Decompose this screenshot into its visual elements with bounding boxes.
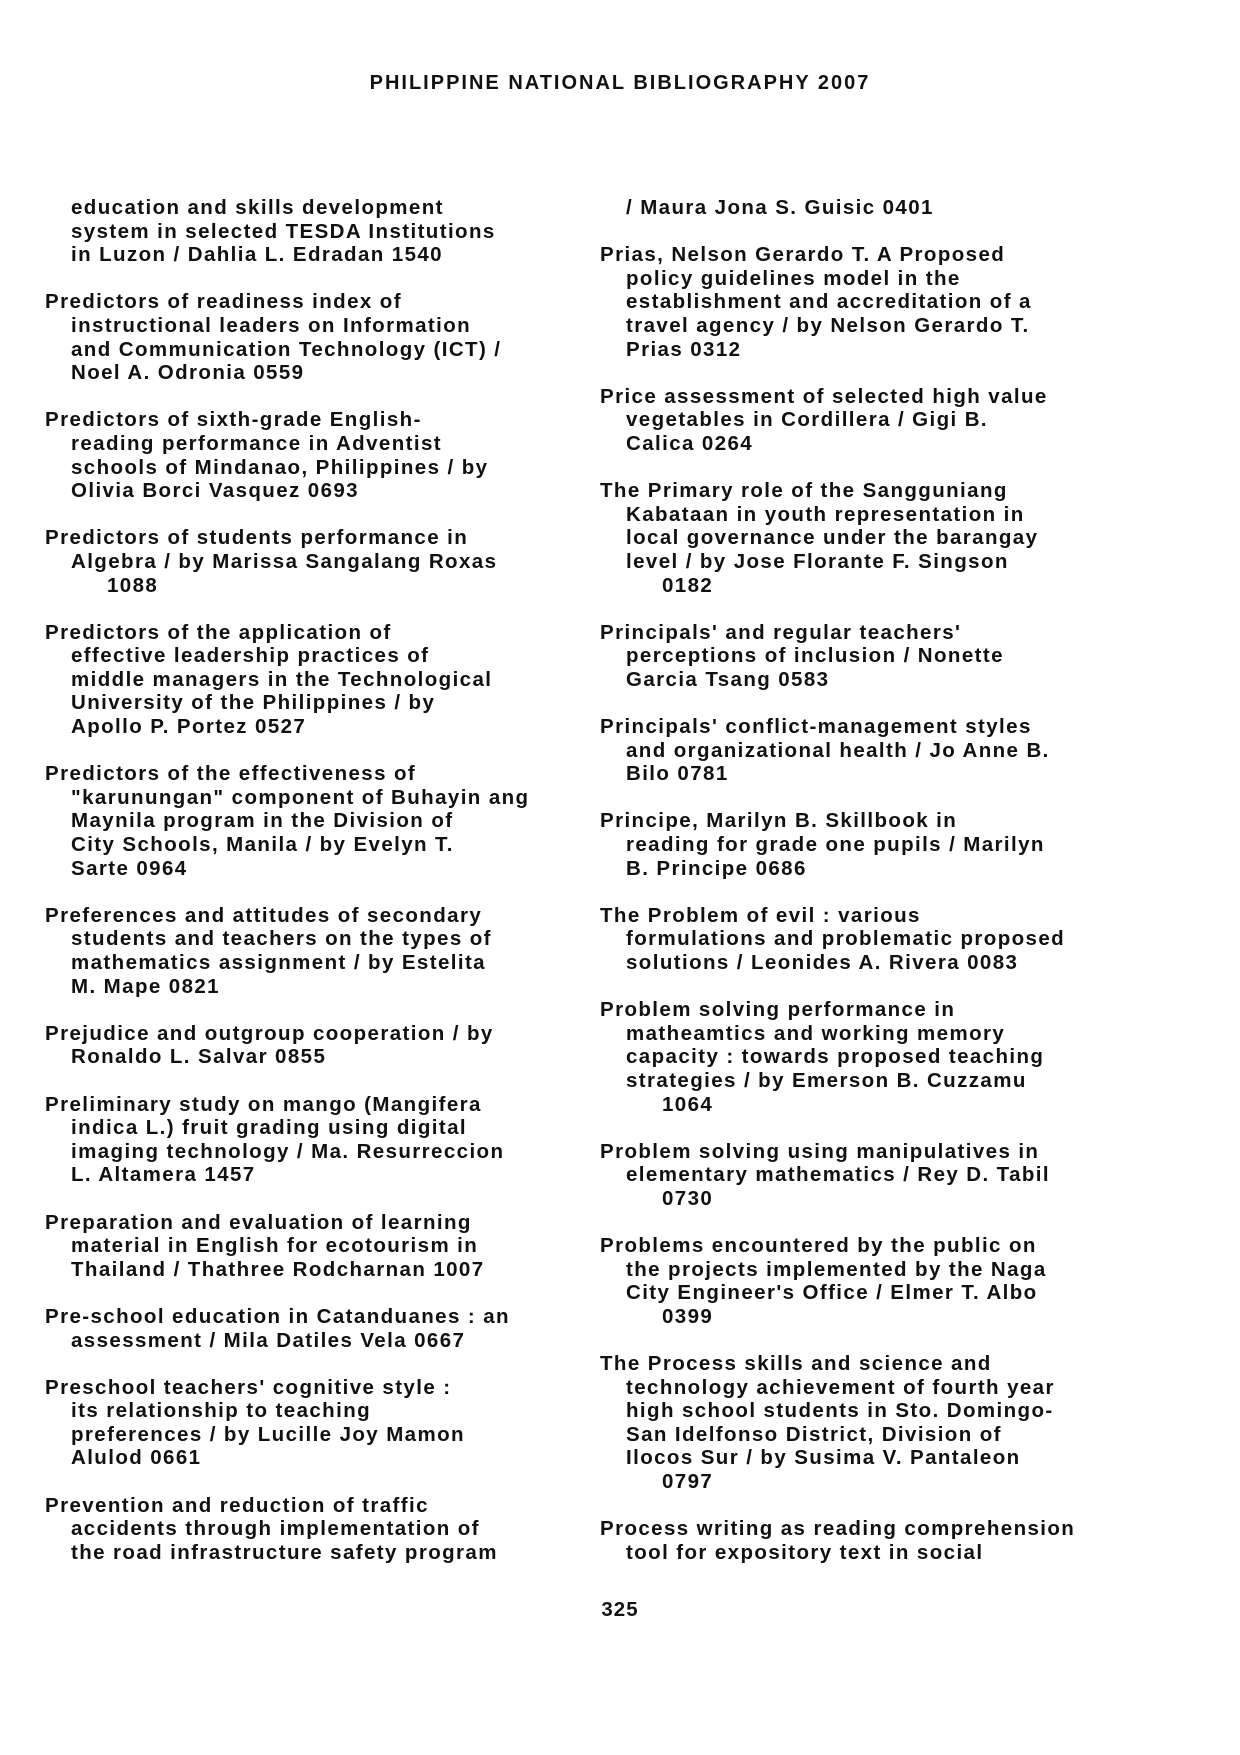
entry-line: Prevention and reduction of traffic (45, 1493, 429, 1517)
entry-line: assessment / Mila Datiles Vela 0667 (71, 1328, 466, 1352)
entry-line: indica L.) fruit grading using digital (71, 1116, 467, 1140)
entry-line: high school students in Sto. Domingo- (626, 1399, 1054, 1423)
bibliography-entry (600, 1234, 1120, 1328)
entry-line: The Primary role of the Sangguniang (600, 479, 1008, 503)
entry-line: B. Principe 0686 (626, 856, 807, 880)
entry-line: Predictors of the application of (45, 620, 392, 644)
entry-line: level / by Jose Florante F. Singson (626, 549, 1009, 573)
bibliography-entry (45, 1211, 565, 1282)
entry-line: accidents through implementation of (71, 1517, 480, 1541)
bibliography-entry (600, 1352, 1120, 1494)
entry-line: Ronaldo L. Salvar 0855 (71, 1045, 327, 1069)
bibliography-entry (600, 621, 1120, 692)
entry-line: Preferences and attitudes of secondary (45, 903, 483, 927)
entry-line: Principals' and regular teachers' (600, 620, 962, 644)
entry-line: material in English for ecotourism in (71, 1234, 479, 1258)
entry-line: Predictors of students performance in (45, 526, 469, 550)
entry-line: and organizational health / Jo Anne B. (626, 738, 1050, 762)
right-column (600, 196, 1120, 1588)
bibliography-entry (45, 904, 565, 998)
entry-line: 1064 (662, 1092, 714, 1116)
bibliography-entry (45, 621, 565, 739)
entry-line: middle managers in the Technological (71, 667, 493, 691)
entry-line: Sarte 0964 (71, 856, 188, 880)
entry-line: preferences / by Lucille Joy Mamon (71, 1422, 465, 1446)
bibliography-entry (45, 408, 565, 502)
entry-line: Pre-school education in Catanduanes : an (45, 1304, 510, 1328)
entry-line: 1088 (107, 573, 159, 597)
bibliography-entry (600, 715, 1120, 786)
entry-line: Bilo 0781 (626, 762, 729, 786)
bibliography-entry (45, 290, 565, 384)
bibliography-entry (600, 479, 1120, 597)
bibliography-entry (45, 1494, 565, 1565)
entry-line: Kabataan in youth representation in (626, 502, 1025, 526)
entry-line: Olivia Borci Vasquez 0693 (71, 479, 359, 503)
bibliography-entry (45, 526, 565, 597)
bibliography-entry (600, 809, 1120, 880)
bibliography-entry (45, 1022, 565, 1069)
entry-line: formulations and problematic proposed (626, 927, 1066, 951)
entry-line: Predictors of readiness index of (45, 290, 402, 314)
entry-line: and Communication Technology (ICT) / (71, 337, 502, 361)
entry-line: local governance under the barangay (626, 526, 1039, 550)
entry-line: Algebra / by Marissa Sangalang Roxas (71, 549, 498, 573)
left-column (45, 196, 565, 1588)
bibliography-entry (600, 385, 1120, 456)
entry-line: / Maura Jona S. Guisic 0401 (626, 196, 934, 219)
entry-line: capacity : towards proposed teaching (626, 1045, 1045, 1069)
bibliography-entry (45, 1093, 565, 1187)
entry-line: 0399 (662, 1304, 714, 1328)
entry-line: Ilocos Sur / by Susima V. Pantaleon (626, 1446, 1021, 1470)
entry-line: Prias 0312 (626, 337, 742, 361)
entry-line: effective leadership practices of (71, 644, 430, 668)
entry-line: Prias, Nelson Gerardo T. A Proposed (600, 243, 1006, 267)
bibliography-entry (600, 998, 1120, 1116)
entry-line: 0182 (662, 573, 714, 597)
bibliography-entry (45, 1376, 565, 1470)
entry-line: its relationship to teaching (71, 1399, 372, 1423)
entry-line: Preschool teachers' cognitive style : (45, 1375, 452, 1399)
entry-line: strategies / by Emerson B. Cuzzamu (626, 1068, 1027, 1092)
entry-line: University of the Philippines / by (71, 691, 436, 715)
bibliography-entry (45, 1305, 565, 1352)
entry-line: Preparation and evaluation of learning (45, 1210, 472, 1234)
entry-line: Thailand / Thathree Rodcharnan 1007 (71, 1257, 485, 1281)
entry-line: The Problem of evil : various (600, 903, 921, 927)
entry-line: elementary mathematics / Rey D. Tabil (626, 1163, 1050, 1187)
entry-line: establishment and accreditation of a (626, 290, 1032, 314)
entry-line: Problem solving performance in (600, 998, 956, 1022)
entry-line: in Luzon / Dahlia L. Edradan 1540 (71, 243, 443, 267)
entry-line: Maynila program in the Division of (71, 809, 454, 833)
entry-line: L. Altamera 1457 (71, 1163, 256, 1187)
entry-line: The Process skills and science and (600, 1352, 992, 1376)
entry-line: City Schools, Manila / by Evelyn T. (71, 833, 454, 857)
entry-line: reading for grade one pupils / Marilyn (626, 833, 1045, 857)
entry-line: Principals' conflict-management styles (600, 715, 1032, 739)
entry-line: Garcia Tsang 0583 (626, 667, 830, 691)
bibliography-entry (600, 1140, 1120, 1211)
bibliography-entry (45, 196, 565, 267)
page-number: 325 (601, 1598, 639, 1621)
entry-line: Problem solving using manipulatives in (600, 1139, 1040, 1163)
entry-line: tool for expository text in social (626, 1540, 984, 1564)
entry-line: Price assessment of selected high value (600, 384, 1048, 408)
entry-line: perceptions of inclusion / Nonette (626, 644, 1004, 668)
entry-line: policy guidelines model in the (626, 266, 961, 290)
entry-line: the road infrastructure safety program (71, 1540, 498, 1564)
entry-line: 0797 (662, 1470, 714, 1494)
entry-line: schools of Mindanao, Philippines / by (71, 455, 489, 479)
bibliography-entry (45, 762, 565, 880)
entry-line: Principe, Marilyn B. Skillbook in (600, 809, 958, 833)
page-header-title: PHILIPPINE NATIONAL BIBLIOGRAPHY 2007 (369, 72, 871, 94)
entry-line: Process writing as reading comprehension (600, 1517, 1076, 1541)
entry-line: City Engineer's Office / Elmer T. Albo (626, 1281, 1038, 1305)
entry-line: solutions / Leonides A. Rivera 0083 (626, 951, 1019, 974)
entry-line: system in selected TESDA Institutions (71, 219, 496, 243)
entry-line: "karunungan" component of Buhayin ang (71, 785, 530, 809)
entry-line: travel agency / by Nelson Gerardo T. (626, 313, 1030, 337)
bibliography-entry (600, 1517, 1120, 1564)
entry-line: Problems encountered by the public on (600, 1234, 1037, 1258)
entry-line: reading performance in Adventist (71, 431, 442, 455)
entry-line: Noel A. Odronia 0559 (71, 361, 305, 385)
entry-line: San Idelfonso District, Division of (626, 1422, 1002, 1446)
entry-line: 0730 (662, 1186, 714, 1210)
entry-line: Prejudice and outgroup cooperation / by (45, 1021, 494, 1045)
entry-line: mathematics assignment / by Estelita (71, 951, 486, 974)
entry-line: Apollo P. Portez 0527 (71, 715, 307, 739)
entry-line: vegetables in Cordillera / Gigi B. (626, 408, 989, 432)
entry-line: the projects implemented by the Naga (626, 1257, 1047, 1281)
entry-line: imaging technology / Ma. Resurreccion (71, 1139, 505, 1163)
entry-line: technology achievement of fourth year (626, 1375, 1055, 1399)
entry-line: Preliminary study on mango (Mangifera (45, 1092, 482, 1116)
entry-line: students and teachers on the types of (71, 927, 492, 951)
entry-line: Predictors of sixth-grade English- (45, 408, 422, 432)
entry-line: matheamtics and working memory (626, 1021, 1006, 1045)
bibliography-entry (600, 904, 1120, 975)
entry-line: instructional leaders on Information (71, 313, 472, 337)
entry-line: Calica 0264 (626, 431, 754, 455)
entry-line: M. Mape 0821 (71, 974, 220, 998)
bibliography-entry (600, 243, 1120, 361)
entry-line: education and skills development (71, 196, 444, 219)
entry-line: Alulod 0661 (71, 1446, 202, 1470)
entry-line: Predictors of the effectiveness of (45, 762, 417, 786)
bibliography-entry (600, 196, 1120, 220)
